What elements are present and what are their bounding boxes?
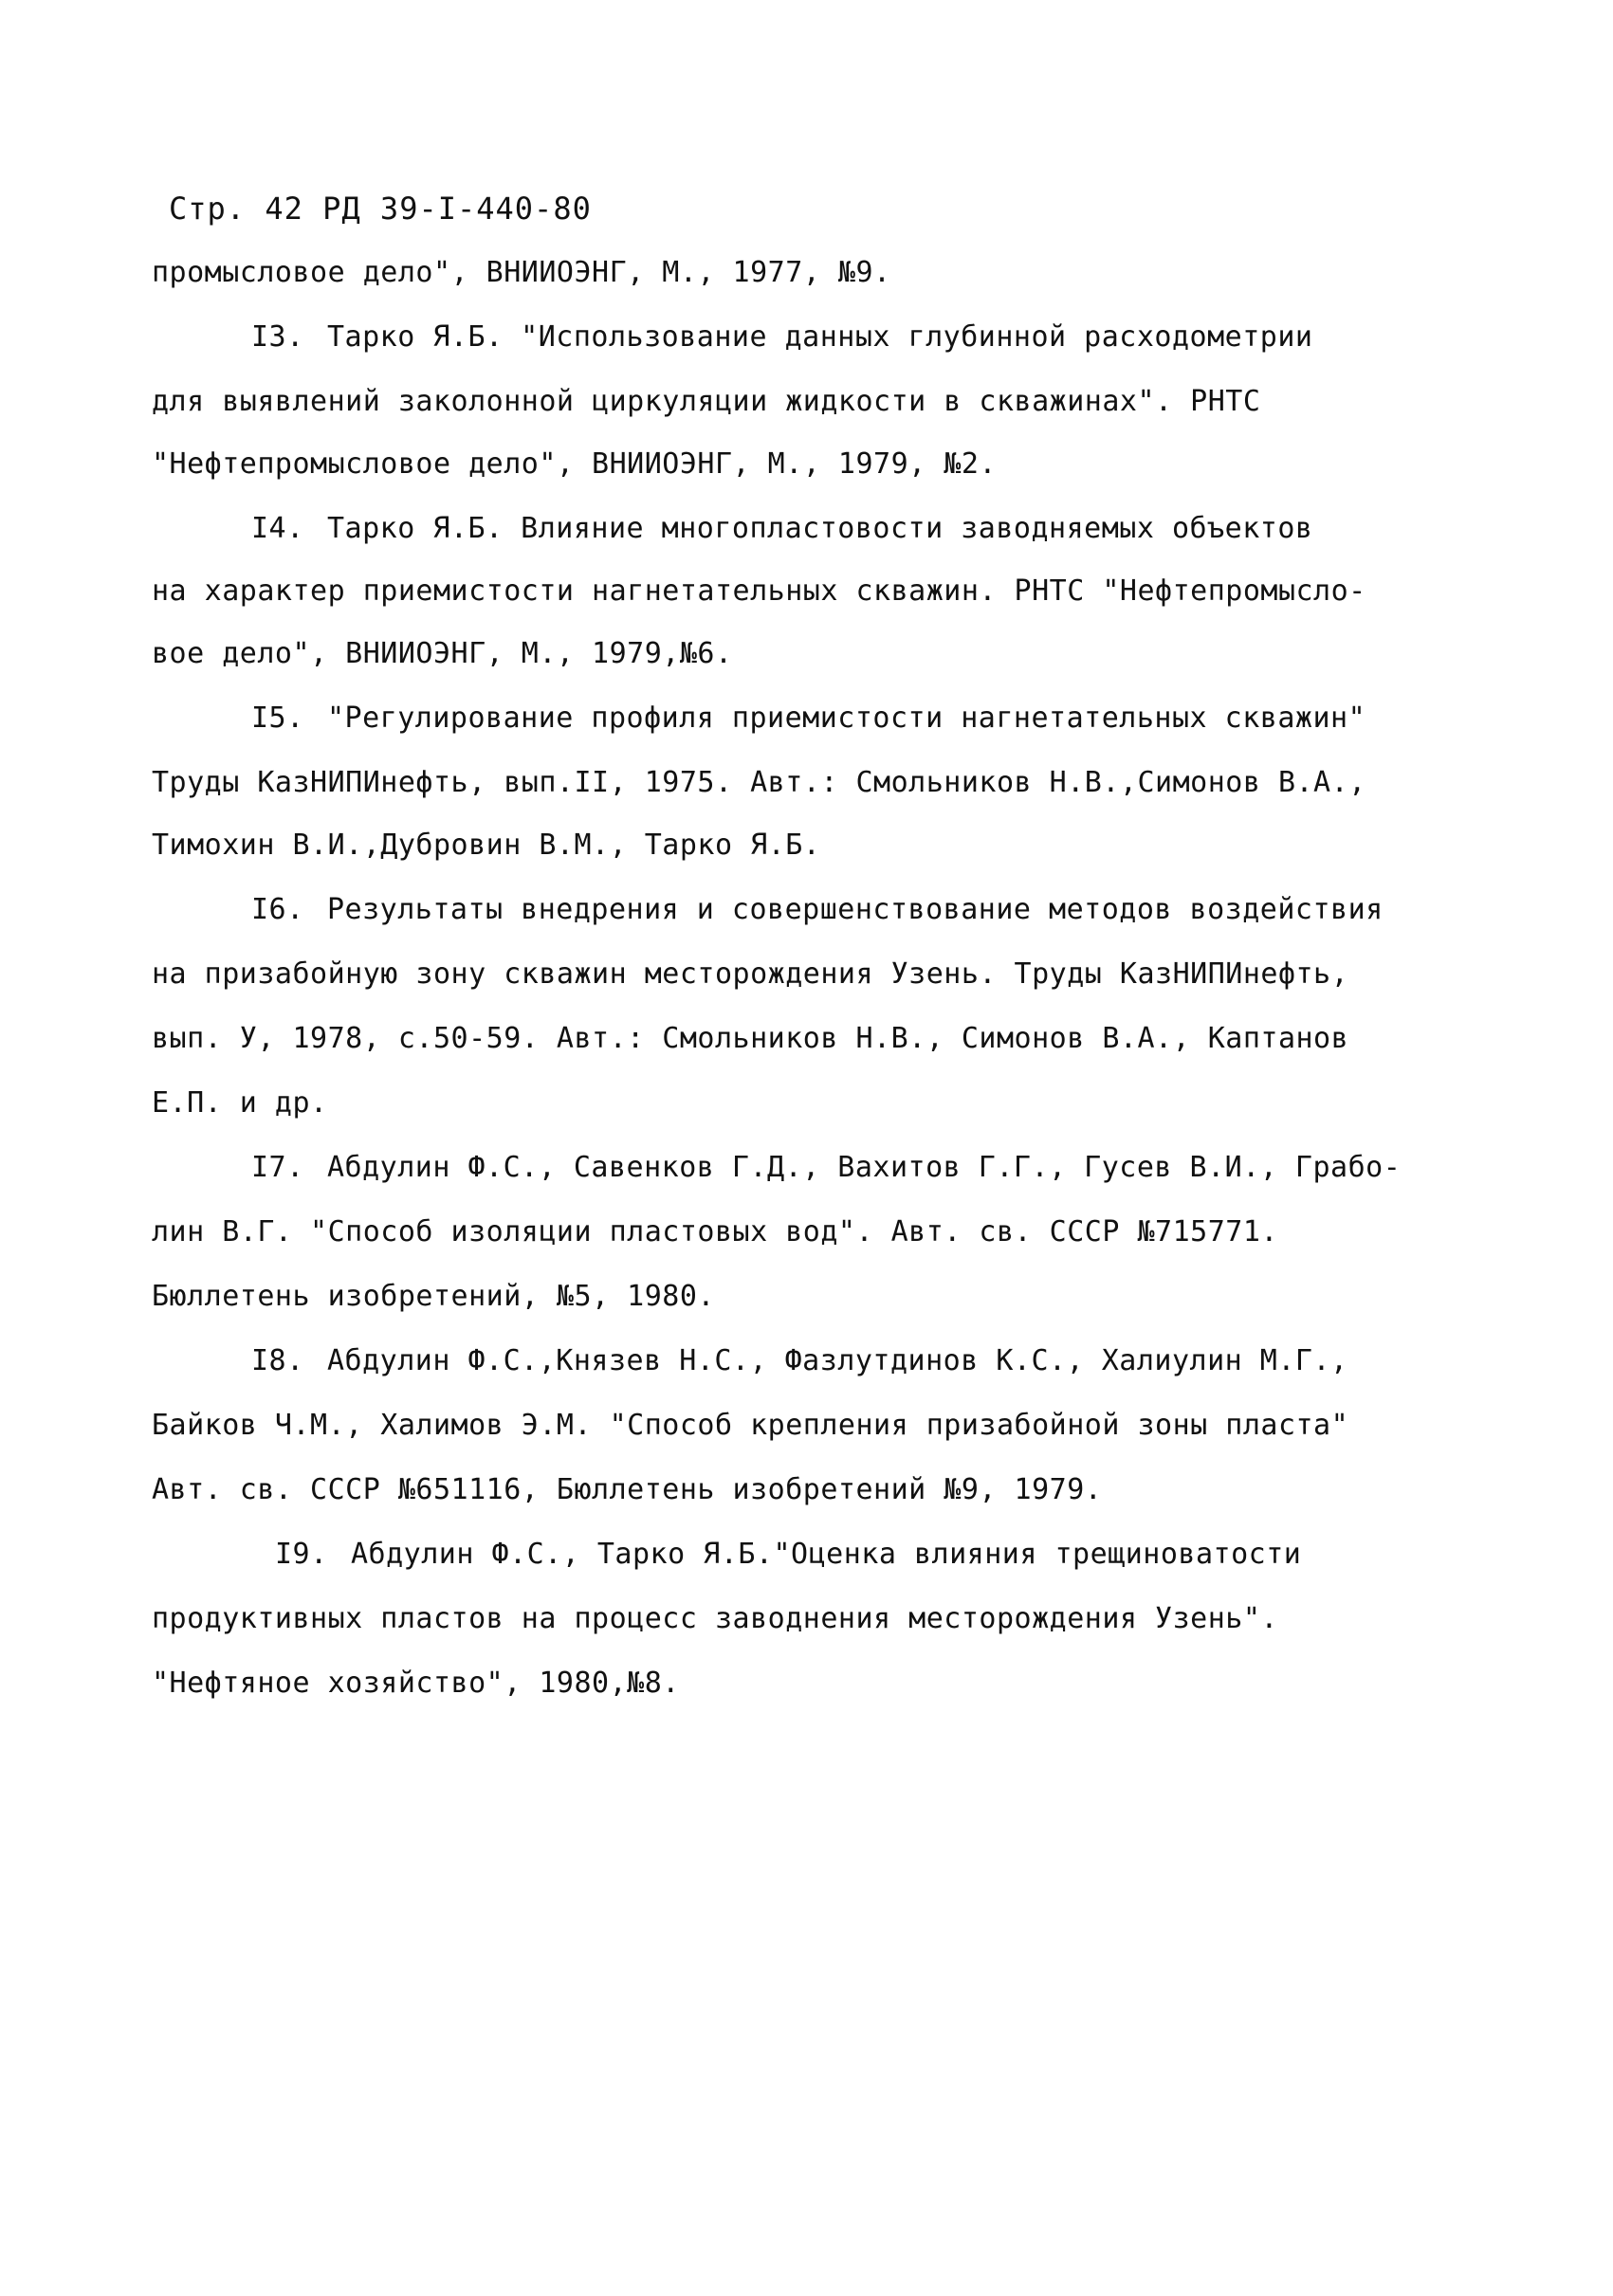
reference-line: лин В.Г. "Способ изоляции пластовых вод". Авт. св. СССР №715771. xyxy=(152,1215,1278,1248)
reference-line: вое дело", ВНИИОЭНГ, М., 1979,№6. xyxy=(152,637,733,670)
reference-line: "Регулирование профиля приемистости нагнетательных скважин" xyxy=(327,702,1366,735)
page-header: Стр. 42 РД 39-I-440-80 xyxy=(169,191,592,227)
continuation-line: промысловое дело", ВНИИОЭНГ, М., 1977, №9. xyxy=(152,256,891,289)
reference-line: Результаты внедрения и совершенствование методов воздействия xyxy=(327,893,1384,926)
reference-line: вып. У, 1978, с.50-59. Авт.: Смольников Н.В., Симонов В.А., Каптанов xyxy=(152,1022,1349,1055)
reference-line: Е.П. и др. xyxy=(152,1086,328,1120)
reference-line: Абдулин Ф.С., Тарко Я.Б."Оценка влияния трещиноватости xyxy=(351,1538,1302,1571)
reference-line: для выявлений заколонной циркуляции жидкости в скважинах". РНТС xyxy=(152,385,1261,418)
reference-number: I6. xyxy=(251,893,304,926)
reference-number: I9. xyxy=(275,1538,328,1571)
reference-line: Труды КазНИПИнефть, вып.II, 1975. Авт.: Смольников Н.В.,Симонов В.А., xyxy=(152,766,1366,799)
reference-line: Байков Ч.М., Халимов Э.М. "Способ крепления призабойной зоны пласта" xyxy=(152,1409,1349,1442)
reference-line: Тарко Я.Б. Влияние многопластовости заводняемых объектов xyxy=(327,512,1313,545)
reference-line: Абдулин Ф.С.,Князев Н.С., Фазлутдинов К.С., Халиулин М.Г., xyxy=(327,1344,1348,1377)
reference-number: I4. xyxy=(251,512,304,545)
reference-line: Бюллетень изобретений, №5, 1980. xyxy=(152,1280,715,1313)
reference-line: Тарко Я.Б. "Использование данных глубинной расходометрии xyxy=(327,320,1313,354)
reference-line: продуктивных пластов на процесс заводнения месторождения Узень". xyxy=(152,1602,1278,1635)
reference-line: "Нефтяное хозяйство", 1980,№8. xyxy=(152,1667,680,1700)
reference-number: I8. xyxy=(251,1344,304,1377)
reference-line: Тимохин В.И.,Дубровин В.М., Тарко Я.Б. xyxy=(152,829,821,862)
reference-line: Абдулин Ф.С., Савенков Г.Д., Вахитов Г.Г., Гусев В.И., Грабо- xyxy=(327,1151,1402,1184)
reference-line: Авт. св. СССР №651116, Бюллетень изобретений №9, 1979. xyxy=(152,1473,1103,1506)
reference-line: "Нефтепромысловое дело", ВНИИОЭНГ, М., 1979, №2. xyxy=(152,447,997,481)
reference-line: на призабойную зону скважин месторождения Узень. Труды КазНИПИнефть, xyxy=(152,957,1349,991)
reference-number: I3. xyxy=(251,320,304,354)
reference-number: I7. xyxy=(251,1151,304,1184)
reference-line: на характер приемистости нагнетательных скважин. РНТС "Нефтепромысло- xyxy=(152,574,1366,608)
reference-number: I5. xyxy=(251,702,304,735)
